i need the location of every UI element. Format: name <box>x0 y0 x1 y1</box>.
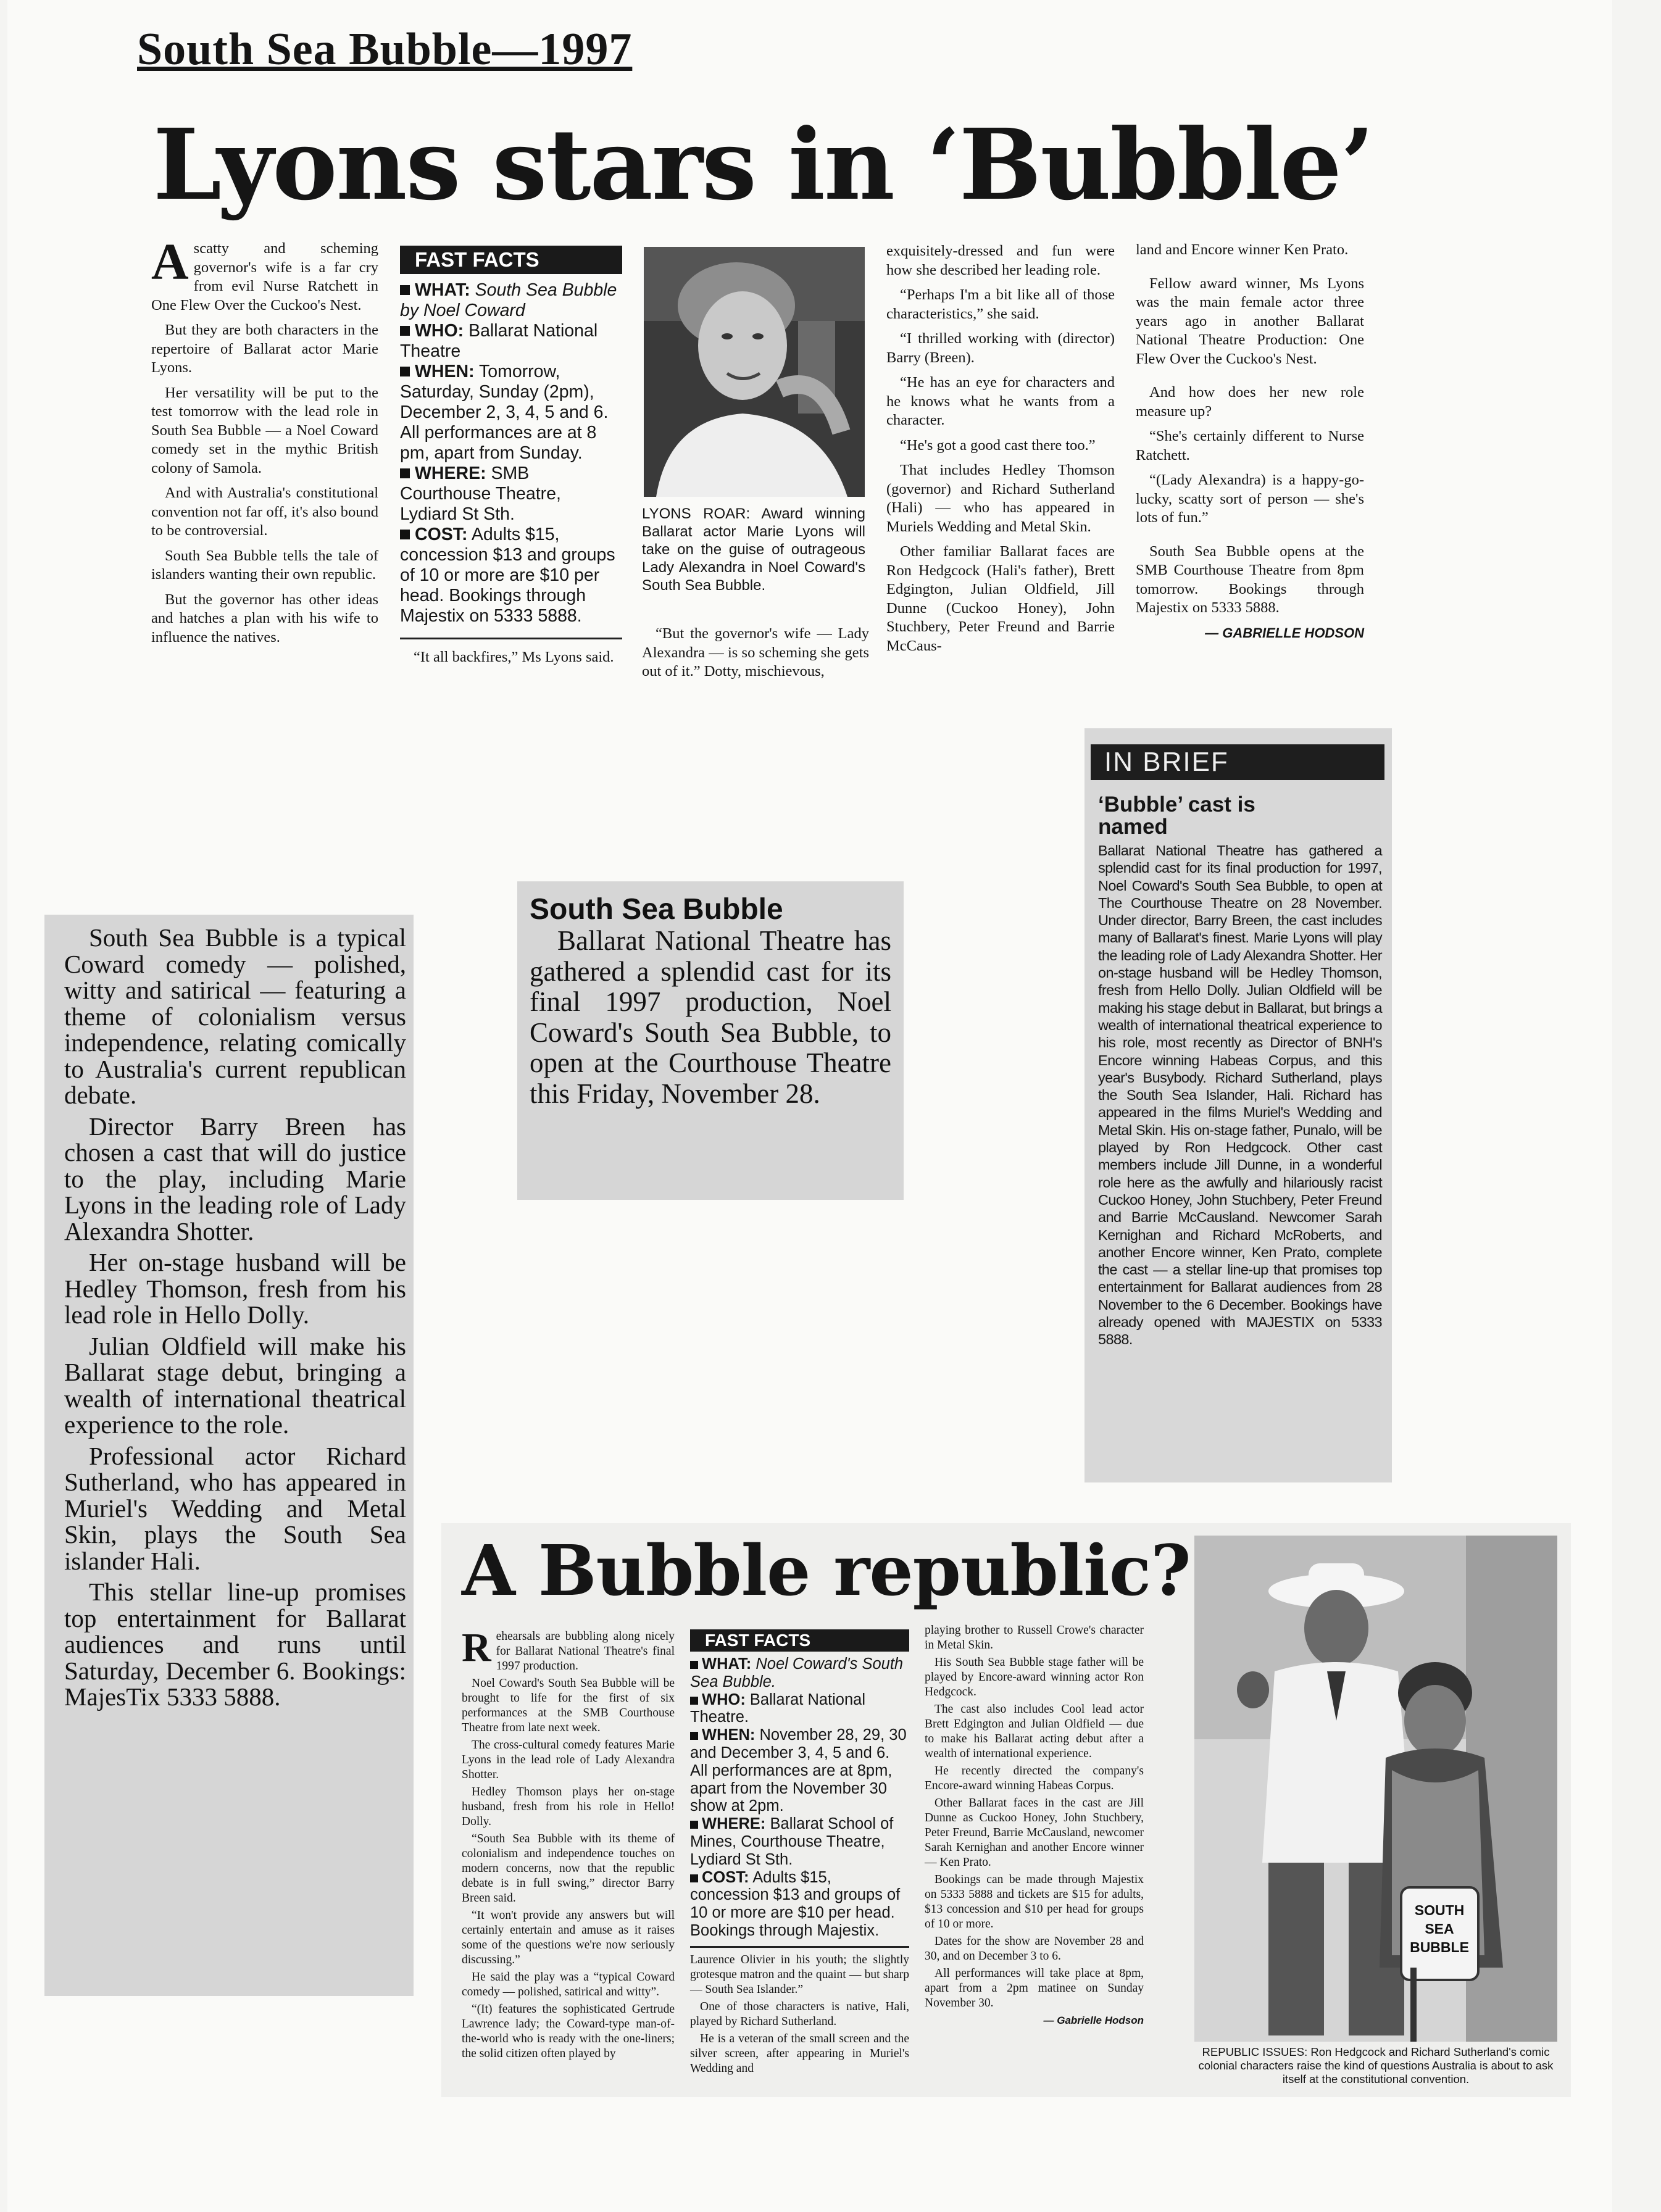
in-brief-box <box>1084 728 1392 1482</box>
article2-paragraph: “South Sea Bubble with its theme of colonialism and independence touches on modern concerns, now that the republic debate is in full swing,” director Barry Breen said. <box>462 1832 675 1905</box>
article2-paragraph: His South Sea Bubble stage father will be played by Encore-award winning actor Ron Hedgcock. <box>925 1656 1144 1698</box>
article2-column-2 <box>690 1953 909 2076</box>
page-title: South Sea Bubble—1997 <box>137 24 633 75</box>
article2-paragraph: He is a veteran of the small screen and the silver screen, after appearing in Muriel's Wedding and <box>690 2032 909 2075</box>
republic-image <box>1194 1536 1557 2042</box>
article1-column-5 <box>1136 241 1364 642</box>
article1-paragraph: But they are both characters in the repertoire of Ballarat actor Marie Lyons. <box>151 322 378 376</box>
fast-facts-item: COST: Adults $15, concession $13 and groups of 10 or more are $10 per head. Bookings through Majestix. <box>690 1868 901 1939</box>
article1-paragraph: Fellow award winner, Ms Lyons was the main female actor three years ago in another Ballarat National Theatre Production: One Flew Over the Cuckoo's Nest. <box>1136 275 1364 367</box>
in-brief-body: Ballarat National Theatre has gathered a splendid cast for its final production for 1997, Noel Coward's South Sea Bubble, to open at The Courthouse Theatre on 28 November. Under director, Barry Breen, the cast includes many of Ballarat's finest. Marie Lyons will play the leading role of Lady Alexandra Shotter. Her on-stage husband will be Hedley Thomson, fresh from Hello Dolly. Julian Oldfield will be making his stage debut in Ballarat, but brings a wealth of international theatrical experience to his role, most recently as Director of BNH's Encore winning Habeas Corpus, and this year's Busybody. Richard Sutherland, plays the South Sea Islander, Hali. Richard has appeared in the films Muriel's Wedding and Metal Skin. His on-stage father, Punalo, will be played by Ron Hedgcock. Other cast members include Jill Dunne, in a wonderful role here as the awfully and hilariously racist Cuckoo Honey, John Stuchbery, Peter Freund and Barrie McCausland. Newcomer Sarah Kernighan and Richard McRoberts, and another Encore winner, Ken Prato, complete the cast — a stellar line-up that promises top entertainment for Ballarat audiences from 28 November to the 6 December. Bookings have already opened with MAJESTIX on 5333 5888. <box>1098 842 1382 1348</box>
article2-dropcap: R <box>462 1625 491 1670</box>
divider <box>400 638 622 639</box>
in-brief-heading: IN BRIEF <box>1091 744 1384 780</box>
fast-facts-item: WHO: Ballarat National Theatre <box>400 321 598 361</box>
square-bullet-icon <box>400 285 410 295</box>
drum-text: SOUTH <box>1414 1902 1465 1918</box>
fast-facts-item: WHERE: SMB Courthouse Theatre, Lydiard St Sth. <box>400 464 561 524</box>
square-bullet-icon <box>690 1661 698 1669</box>
article2-paragraph: Noel Coward's South Sea Bubble will be brought to life for the first of six performances at the SMB Courthouse Theatre from late next week. <box>462 1677 675 1734</box>
article1-paragraph: exquisitely-dressed and fun were how she described her leading role. <box>886 243 1115 278</box>
article1-paragraph: “Perhaps I'm a bit like all of those characteristics,” she said. <box>886 286 1115 322</box>
article1-paragraph: But the governor has other ideas and hatches a plan with his wife to influence the natives. <box>151 591 378 646</box>
article1-paragraph: “I thrilled working with (director) Barry (Breen). <box>886 330 1115 366</box>
portrait-image <box>644 247 865 497</box>
clipping-center-title: South Sea Bubble <box>530 893 783 926</box>
divider <box>690 1946 909 1948</box>
article2-paragraph: The cross-cultural comedy features Marie Lyons in the lead role of Lady Alexandra Shotter. <box>462 1739 675 1781</box>
fast-facts-item: WHEN: November 28, 29, 30 and December 3, 4, 5 and 6. All performances are at 8pm, apart from the November 30 show at 2pm. <box>690 1726 907 1815</box>
fast-facts-list <box>400 280 622 626</box>
article1-paragraph: “He has an eye for characters and he knows what he wants from a character. <box>886 374 1115 428</box>
article2-paragraph: Other Ballarat faces in the cast are Jill Dunne as Cuckoo Honey, John Stuchbery, Peter Freund, Barrie McCausland, newcomer Sarah Kernighan and another Encore winner — Ken Prato. <box>925 1797 1144 1869</box>
article1-paragraph: “(Lady Alexandra) is a happy-go-lucky, scatty sort of person — she's lots of fun.” <box>1136 472 1364 526</box>
clipping-center <box>517 881 904 1200</box>
clipping-paragraph: South Sea Bubble is a typical Coward comedy — polished, witty and satirical — featuring a theme of colonialism versus independence, relating comically to Australia's current republican debate. <box>64 923 406 1109</box>
article2-paragraph: Bookings can be made through Majestix on 5333 5888 and tickets are $15 for adults, $13 concession and $10 per head for groups of 10 or more. <box>925 1873 1144 1931</box>
article2-paragraph: “(It) features the sophisticated Gertrude Lawrence lady; the Coward-type man-of-the-world who is ready with the one-liners; the solid citizen often played by <box>462 2003 675 2060</box>
article1-paragraph: “She's certainly different to Nurse Ratchett. <box>1136 428 1364 464</box>
article1-paragraph: land and Encore winner Ken Prato. <box>1136 241 1349 258</box>
republic-photo <box>1194 1536 1557 2042</box>
drum-text: BUBBLE <box>1410 1939 1469 1955</box>
article1-paragraph: South Sea Bubble tells the tale of islanders wanting their own republic. <box>151 547 378 583</box>
clipping-paragraph: Julian Oldfield will make his Ballarat stage debut, bringing a wealth of international theatrical experience to the role. <box>64 1331 406 1439</box>
article1-paragraph: That includes Hedley Thomson (governor) and Richard Sutherland (Hali) — who has appeared in Muriels Wedding and Metal Skin. <box>886 462 1115 535</box>
article1-column-4 <box>886 242 1115 662</box>
article2-paragraph: “It won't provide any answers but will certainly entertain and amuse as it raises some of the questions we're now seriously discussing.” <box>462 1909 675 1966</box>
article1-paragraph: “He's got a good cast there too.” <box>900 436 1096 454</box>
fast-facts-item: WHO: Ballarat National Theatre. <box>690 1690 866 1726</box>
clipping-left <box>44 915 414 1996</box>
fast-facts-item: WHAT: Noel Coward's South Sea Bubble. <box>690 1655 904 1690</box>
article1-quote: “It all backfires,” Ms Lyons said. <box>414 649 614 665</box>
clipping-paragraph: Her on-stage husband will be Hedley Thomson, fresh from his lead role in Hello Dolly. <box>64 1248 406 1329</box>
clipping-left-text <box>64 925 406 1710</box>
photo-caption: LYONS ROAR: Award winning Ballarat actor Marie Lyons will take on the guise of outrageous Lady Alexandra in Noel Coward's South Sea Bubble. <box>642 505 865 594</box>
clipping-center-body: Ballarat National Theatre has gathered a splendid cast for its final 1997 production, Noel Coward's South Sea Bubble, to open at the Courthouse Theatre this Friday, November 28. <box>530 925 891 1109</box>
square-bullet-icon <box>690 1874 698 1882</box>
article2-paragraph: He said the play was a “typical Coward comedy — polished, satirical and witty”. <box>462 1971 675 1998</box>
marie-lyons-photo <box>644 247 865 497</box>
article1-paragraph: And how does her new role measure up? <box>1136 384 1364 420</box>
drum-text: SEA <box>1425 1921 1454 1937</box>
article1-paragraph: scatty and scheming governor's wife is a far cry from evil Nurse Ratchett in One Flew Over the Cuckoo's Nest. <box>151 240 378 314</box>
clipping-paragraph: This stellar line-up promises top entertainment for Ballarat audiences and runs until Saturday, December 6. Bookings: MajesTix 5333 5888. <box>64 1578 406 1711</box>
article2-paragraph: One of those characters is native, Hali, played by Richard Sutherland. <box>690 2000 909 2028</box>
article1-paragraph: And with Australia's constitutional convention not far off, it's also bound to be controversial. <box>151 484 378 539</box>
fast-facts-item: WHAT: South Sea Bubble by Noel Coward <box>400 280 617 320</box>
article2-paragraph: The cast also includes Cool lead actor Brett Edgington and Julian Oldfield — due to make his Ballarat acting debut after a wealth of international experience. <box>925 1703 1144 1760</box>
in-brief-title: ‘Bubble’ cast is named <box>1098 792 1255 839</box>
square-bullet-icon <box>690 1732 698 1740</box>
article2-paragraph: All performances will take place at 8pm, apart from a 2pm matinee on Sunday November 30. <box>925 1967 1144 2010</box>
fast-facts-item: WHERE: Ballarat School of Mines, Courthouse Theatre, Lydiard St Sth. <box>690 1815 894 1868</box>
square-bullet-icon <box>400 468 410 478</box>
article2-paragraph: Dates for the show are November 28 and 30, and on December 3 to 6. <box>925 1935 1144 1963</box>
article2-paragraph: playing brother to Russell Crowe's character in Metal Skin. <box>925 1624 1144 1652</box>
clipping-paragraph: Director Barry Breen has chosen a cast that will do justice to the play, including Marie Lyons in the leading role of Lady Alexandra Shotter. <box>64 1112 406 1245</box>
article2-paragraph: Laurence Olivier in his youth; the slightly grotesque matron and the quaint — but sharp — South Sea Islander.” <box>690 1953 909 1996</box>
article1-paragraph: South Sea Bubble opens at the SMB Courthouse Theatre from 8pm tomorrow. Bookings through Majestix on 5333 5888. <box>1136 543 1364 616</box>
article2-byline: — Gabrielle Hodson <box>1043 2014 1144 2026</box>
article1-paragraph: Other familiar Ballarat faces are Ron Hedgcock (Hali's father), Brett Edgington, Julian Oldfield, Jill Dunne (Cuckoo Honey), John Stuchbery, Peter Freund and Barrie McCaus- <box>886 543 1115 654</box>
article2-column-3 <box>925 1623 1144 2028</box>
square-bullet-icon <box>400 530 410 539</box>
article2-paragraph: Hedley Thomson plays her on-stage husband, fresh from his role in Hello! Dolly. <box>462 1786 675 1828</box>
square-bullet-icon <box>400 326 410 336</box>
article1-dropcap: A <box>151 233 189 291</box>
article2-paragraph: ehearsals are bubbling along nicely for Ballarat National Theatre's final 1997 production. <box>496 1630 675 1673</box>
fast-facts-heading: FAST FACTS <box>690 1629 909 1652</box>
article2-paragraph: He recently directed the company's Encore-award winning Habeas Corpus. <box>925 1765 1144 1792</box>
article1-paragraph: Her versatility will be put to the test tomorrow with the lead role in South Sea Bubble — a Noel Coward comedy set in the mythic British colony of Samola. <box>151 384 378 476</box>
clipping-paragraph: Professional actor Richard Sutherland, who has appeared in Muriel's Wedding and Metal Skin, plays the South Sea islander Hali. <box>64 1441 406 1575</box>
republic-photo-caption: REPUBLIC ISSUES: Ron Hedgcock and Richard Sutherland's comic colonial characters raise the kind of questions Australia is about to ask itself at the constitutional convention. <box>1198 2045 1554 2085</box>
article2-column-1 <box>462 1625 675 2064</box>
fast-facts-item: COST: Adults $15, concession $13 and groups of 10 or more are $10 per head. Bookings through Majestix on 5333 5888. <box>400 525 615 626</box>
article2-headline: A Bubble republic? <box>462 1531 1191 1611</box>
square-bullet-icon <box>400 367 410 376</box>
article1-byline: — GABRIELLE HODSON <box>1205 625 1364 641</box>
square-bullet-icon <box>690 1821 698 1829</box>
article1-fast-facts <box>400 246 622 667</box>
fast-facts-list <box>690 1655 909 1940</box>
article1-column-3: “But the governor's wife — Lady Alexandra — is so scheming she gets out of it.” Dotty, mischievous, <box>642 625 869 680</box>
square-bullet-icon <box>690 1697 698 1705</box>
article1-column-1 <box>151 233 378 653</box>
fast-facts-item: WHEN: Tomorrow, Saturday, Sunday (2pm), December 2, 3, 4, 5 and 6. All performances are at 8 pm, apart from Sunday. <box>400 362 609 463</box>
article2-fast-facts <box>690 1629 909 2079</box>
fast-facts-heading: FAST FACTS <box>400 246 622 274</box>
article1-headline: Lyons stars in ‘Bubble’ <box>153 108 1373 222</box>
